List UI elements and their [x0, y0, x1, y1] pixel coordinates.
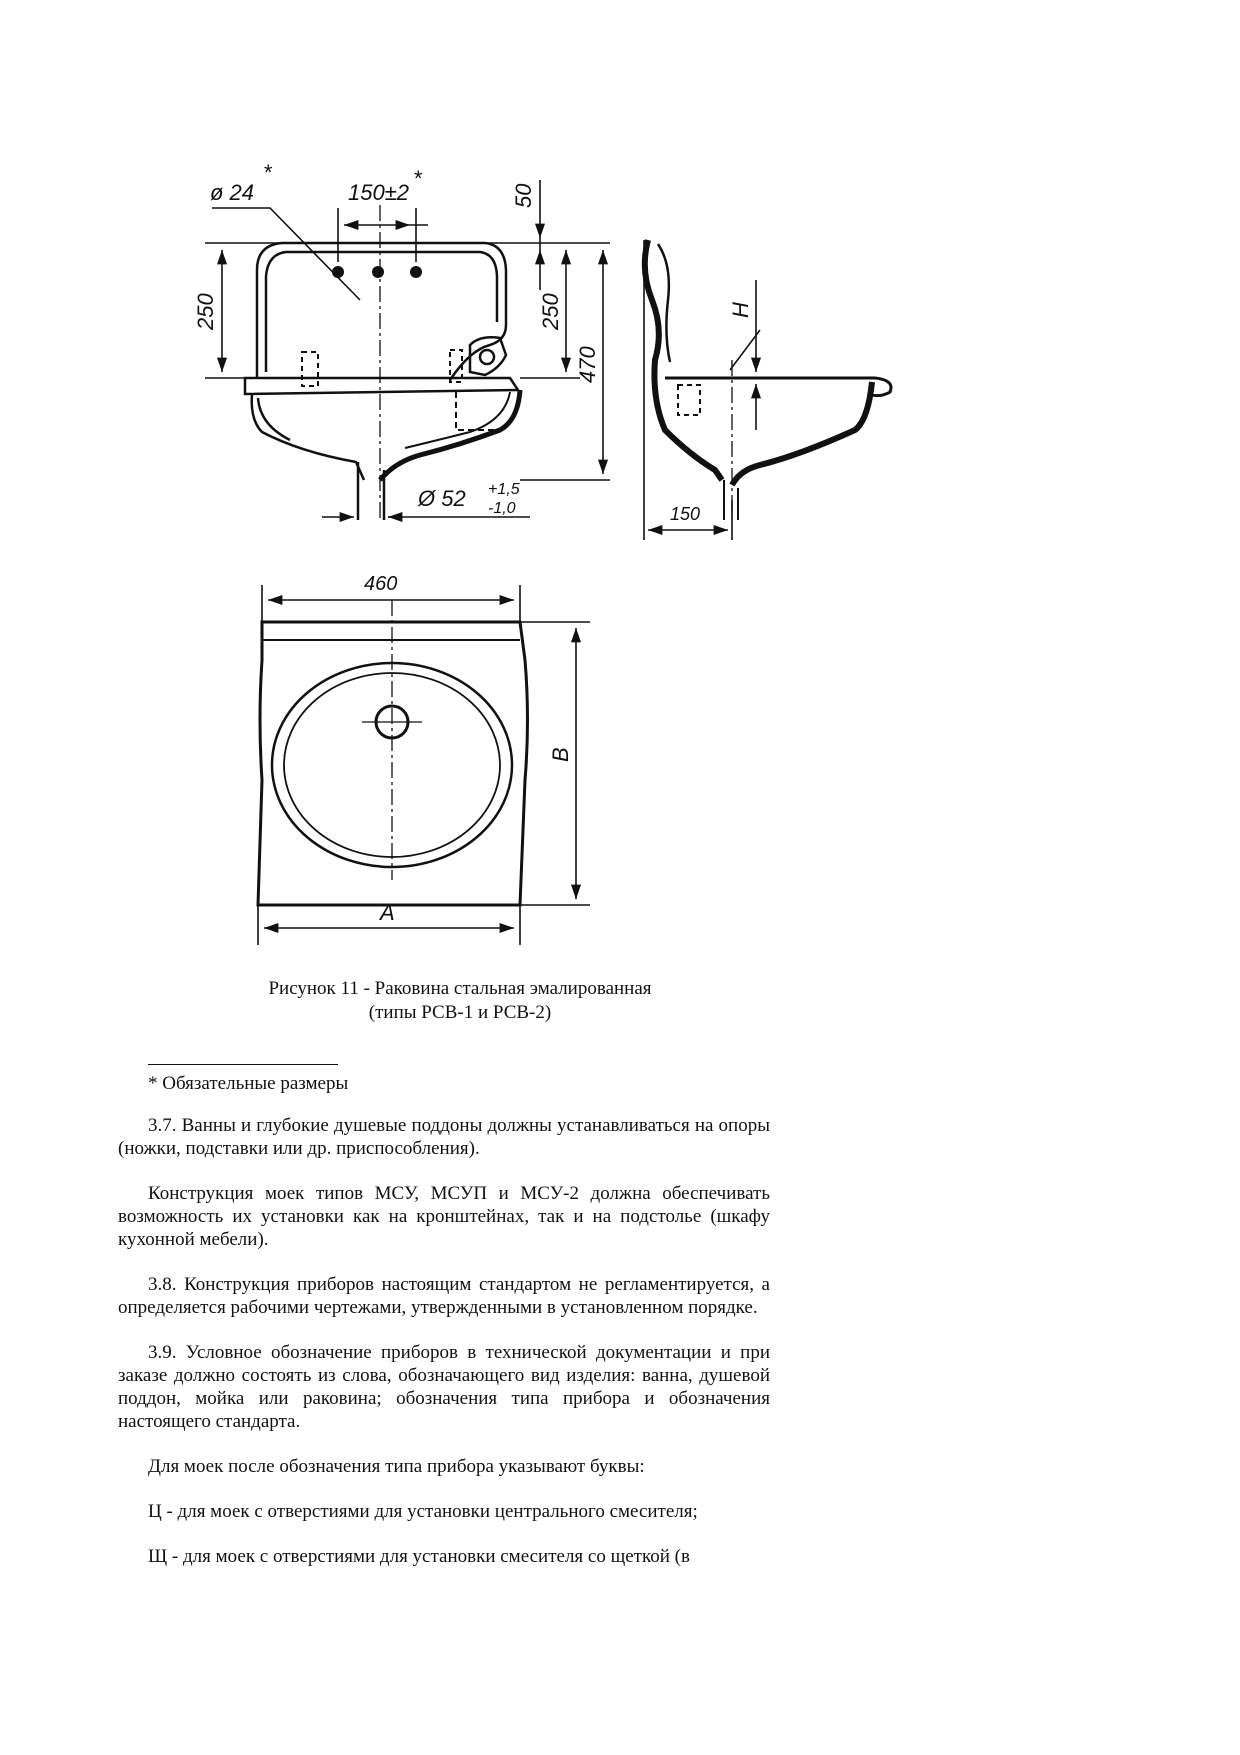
- plan-view: [258, 600, 528, 905]
- drain-tolerance-plus: +1,5: [488, 481, 520, 498]
- paragraph: Щ - для моек с отверстиями для установки смесителя со щеткой (в: [148, 1546, 690, 1567]
- hole-diameter-label: ø 24: [210, 180, 255, 205]
- paragraph: Ц - для моек с отверстиями для установки центрального смесителя;: [148, 1501, 698, 1522]
- total-height-label: 470: [575, 346, 600, 383]
- side-dimension-labels: [670, 302, 753, 524]
- top-width-label: 460: [364, 573, 398, 595]
- side-view: [645, 240, 891, 520]
- side-height-label: H: [728, 302, 753, 318]
- hole-spacing-label: 150±2: [348, 180, 410, 205]
- mandatory-mark: *: [263, 160, 272, 185]
- figure-caption: [240, 977, 680, 1025]
- drain-tolerance-minus: -1,0: [488, 500, 516, 517]
- footnote: * Обязательные размеры: [148, 1073, 349, 1094]
- plan-depth-label: B: [548, 747, 573, 762]
- tap-holes: [332, 266, 422, 278]
- side-depth-label: 150: [670, 504, 701, 524]
- footnote-divider: [148, 1064, 338, 1065]
- paragraph: 3.7. Ванны и глубокие душевые поддоны должны устанавливаться на опоры (ножки, подставки или др. приспособления).: [118, 1115, 770, 1159]
- front-view: [245, 205, 520, 520]
- paragraph: 3.8. Конструкция приборов настоящим стандартом не регламентируется, а определяется рабочими чертежами, утвержденными в установленном порядке.: [118, 1274, 770, 1318]
- drain-diameter-label: Ø 52: [418, 486, 466, 511]
- caption-line-2: (типы РСВ-1 и РСВ-2): [368, 1002, 552, 1023]
- top-offset-label: 50: [511, 183, 536, 208]
- caption-line-1: Рисунок 11 - Раковина стальная эмалированная: [268, 978, 652, 999]
- paragraph: Для моек после обозначения типа прибора указывают буквы:: [148, 1456, 645, 1477]
- plan-dimension-labels: [364, 573, 573, 925]
- mandatory-mark: *: [413, 166, 422, 191]
- bowl-height-right-label: 250: [538, 293, 563, 330]
- paragraph: 3.9. Условное обозначение приборов в технической документации и при заказе должно состоять из слова, обозначающего вид изделия: ванна, душевой поддон, мойка или раковина; обозначения типа прибора и обозначения настоящего стандарта.: [118, 1342, 770, 1432]
- plan-width-label: A: [380, 900, 395, 925]
- bowl-height-left-label: 250: [193, 293, 218, 330]
- side-dimensions: [644, 240, 760, 540]
- paragraph: Конструкция моек типов МСУ, МСУП и МСУ-2 должна обеспечивать возможность их установки как на кронштейнах, так и на подстолье (шкафу кухонной мебели).: [118, 1183, 770, 1250]
- body-text: [118, 1114, 770, 1590]
